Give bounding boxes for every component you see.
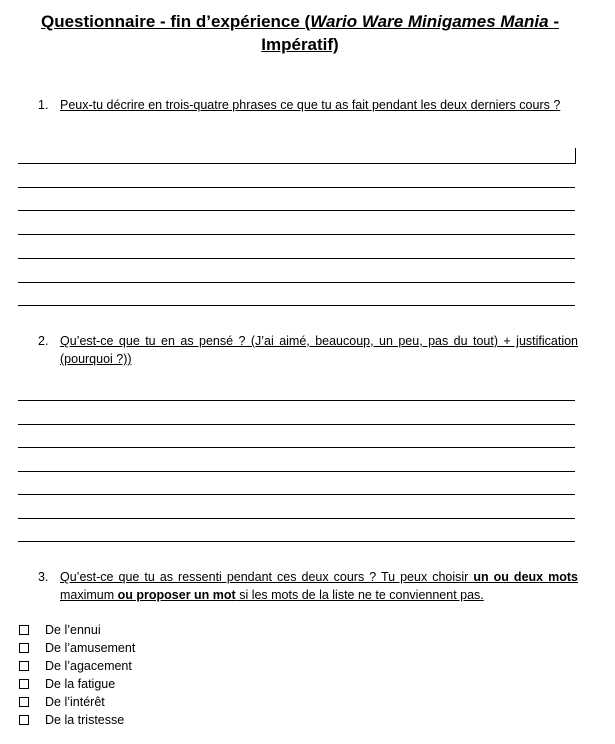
answer-line[interactable] xyxy=(18,163,575,164)
question-3 xyxy=(38,568,578,604)
question-number: 3. xyxy=(38,570,49,584)
checklist-label: De l’agacement xyxy=(45,659,132,673)
checklist-item[interactable] xyxy=(16,693,135,711)
answer-line[interactable] xyxy=(18,424,575,425)
document-title: Questionnaire - fin d’expérience (Wario Ware Minigames Mania - Impératif) xyxy=(40,12,559,54)
answer-line[interactable] xyxy=(18,282,575,283)
answer-line[interactable] xyxy=(18,400,575,401)
answer-line[interactable] xyxy=(18,187,575,188)
checklist-label: De la fatigue xyxy=(45,677,116,691)
checkbox-icon[interactable] xyxy=(19,661,29,671)
answer-line[interactable] xyxy=(18,494,575,495)
checklist-item[interactable] xyxy=(16,639,135,657)
checkbox-icon[interactable] xyxy=(19,715,29,725)
checklist-label: De la tristesse xyxy=(45,713,125,727)
checklist-item[interactable] xyxy=(16,621,135,639)
answer-line[interactable] xyxy=(18,447,575,448)
answer-line[interactable] xyxy=(18,305,575,306)
text-cursor xyxy=(575,148,576,164)
answer-line[interactable] xyxy=(18,234,575,235)
checklist-label: De l’amusement xyxy=(45,641,136,655)
checklist-label: De l’intérêt xyxy=(45,695,105,709)
answer-line[interactable] xyxy=(18,258,575,259)
checkbox-icon[interactable] xyxy=(19,697,29,707)
checklist-item[interactable] xyxy=(16,657,135,675)
checklist-item[interactable] xyxy=(16,675,135,693)
question-text: Peux-tu décrire en trois-quatre phrases ce que tu as fait pendant les deux derniers cours ? xyxy=(60,98,561,112)
question-2 xyxy=(38,332,578,368)
answer-line[interactable] xyxy=(18,541,575,542)
question-number: 1. xyxy=(38,98,49,112)
question-1 xyxy=(38,96,578,114)
question-text: Qu’est-ce que tu as ressenti pendant ces deux cours ? Tu peux choisir un ou deux mots maximum ou proposer un mot si les mots de la liste ne te conviennent pas. xyxy=(60,570,578,602)
answer-line[interactable] xyxy=(18,518,575,519)
checkbox-icon[interactable] xyxy=(19,643,29,653)
checkbox-icon[interactable] xyxy=(19,625,29,635)
checklist-item[interactable] xyxy=(16,711,135,729)
question-text: Qu’est-ce que tu en as pensé ? (J’ai aimé, beaucoup, un peu, pas du tout) + justification (pourquoi ?)) xyxy=(60,334,578,366)
answer-line[interactable] xyxy=(18,210,575,211)
checkbox-icon[interactable] xyxy=(19,679,29,689)
question-number: 2. xyxy=(38,334,49,348)
answer-line[interactable] xyxy=(18,471,575,472)
feelings-checklist xyxy=(16,621,135,729)
checklist-label: De l’ennui xyxy=(45,623,101,637)
